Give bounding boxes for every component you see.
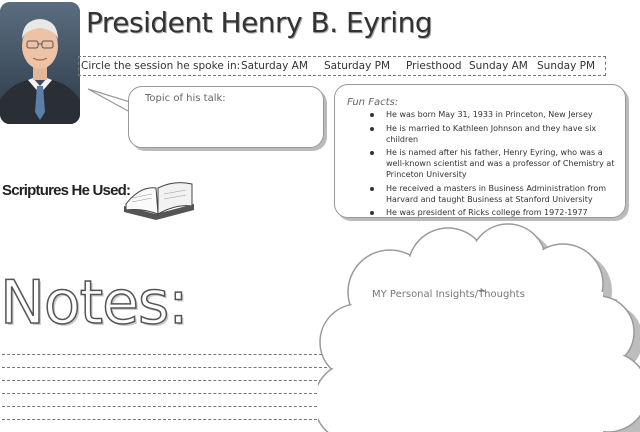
- portrait-photo: [0, 2, 80, 124]
- session-option-priesthood[interactable]: Priesthood: [406, 60, 462, 72]
- list-item: He was born May 31, 1933 in Princeton, New Jersey: [386, 110, 618, 121]
- note-line[interactable]: [2, 354, 327, 355]
- insights-label: MY Personal Insights/Thoughts: [372, 289, 525, 300]
- session-option-sunday-pm[interactable]: Sunday PM: [537, 60, 595, 72]
- note-line[interactable]: [2, 419, 327, 420]
- list-item: He is married to Kathleen Johnson and they have six children: [386, 124, 618, 146]
- session-selector: [78, 56, 606, 76]
- note-line[interactable]: [2, 393, 327, 394]
- list-item: He received a masters in Business Administration from Harvard and taught Business at Stanford University: [386, 184, 618, 206]
- note-line[interactable]: [2, 406, 327, 407]
- fun-facts-label: Fun Facts:: [347, 97, 398, 108]
- fun-facts-list: [360, 110, 618, 222]
- session-option-sunday-am[interactable]: Sunday AM: [469, 60, 528, 72]
- session-prompt: Circle the session he spoke in:: [81, 60, 240, 72]
- note-line[interactable]: [2, 367, 327, 368]
- page-title: President Henry B. Eyring: [86, 6, 432, 39]
- topic-label: Topic of his talk:: [145, 93, 226, 104]
- session-option-saturday-am[interactable]: Saturday AM: [241, 60, 308, 72]
- list-item: He was president of Ricks college from 1972-1977: [386, 208, 618, 219]
- notes-heading: Notes:: [0, 268, 188, 338]
- open-book-icon: [120, 176, 198, 220]
- scriptures-label: Scriptures He Used:: [2, 182, 130, 199]
- topic-bubble-pointer: [86, 86, 134, 116]
- insights-cloud[interactable]: [318, 222, 640, 432]
- list-item: He is named after his father, Henry Eyring, who was a well-known scientist and was a professor of Chemistry at Princeton University: [386, 148, 618, 180]
- note-line[interactable]: [2, 380, 327, 381]
- session-option-saturday-pm[interactable]: Saturday PM: [324, 60, 390, 72]
